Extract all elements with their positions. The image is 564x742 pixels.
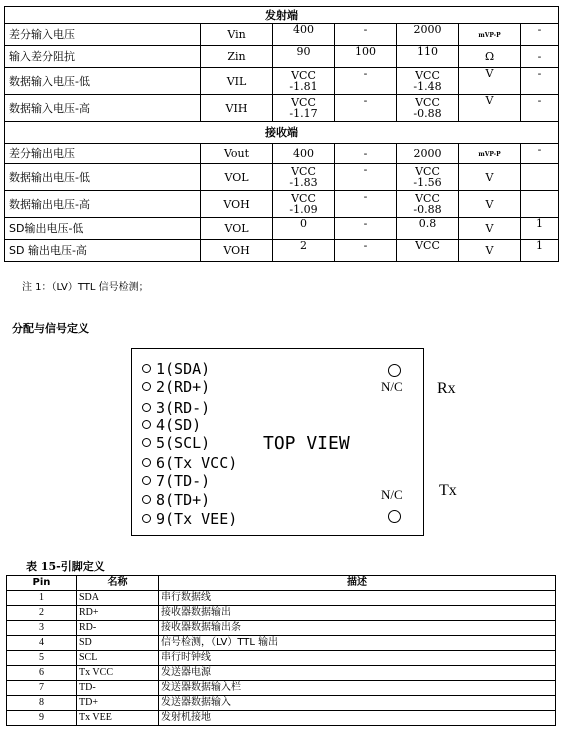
electrical-spec-table: [4, 6, 559, 262]
pin-dot-icon: [142, 514, 151, 523]
pin-number: 9: [7, 711, 77, 726]
param-min: 400: [273, 24, 335, 46]
pin-description: 发送器数据输入: [159, 696, 556, 711]
table-row: [5, 46, 559, 68]
param-name: 输入差分阻抗: [5, 46, 201, 68]
pin-label: 9(Tx VEE): [142, 511, 237, 527]
table-row: [5, 95, 559, 122]
param-typ: -: [335, 240, 397, 262]
param-typ: -: [335, 218, 397, 240]
param-note: -: [521, 68, 559, 95]
pin-description: 串行数据线: [159, 591, 556, 606]
param-min: 90: [273, 46, 335, 68]
param-max: 2000: [397, 144, 459, 164]
param-max-offset: -0.88: [413, 203, 442, 216]
param-max: VCC: [397, 240, 459, 262]
pin-number: 1: [7, 591, 77, 606]
param-symbol: VIH: [201, 95, 273, 122]
param-unit: mVP-P: [478, 32, 501, 39]
table-row: [5, 144, 559, 164]
param-symbol: VOH: [201, 240, 273, 262]
param-symbol: VOL: [201, 164, 273, 191]
param-min: VCC: [291, 96, 316, 109]
rx-label: Rx: [437, 380, 456, 397]
pin-label: 2(RD+): [142, 379, 210, 395]
param-unit: V: [459, 240, 521, 262]
pin-description: 发送器数据输入栏: [159, 681, 556, 696]
param-max-offset: -0.88: [413, 107, 442, 120]
pinout-diagram: [131, 348, 424, 536]
pin-name: TD+: [77, 696, 159, 711]
pin-label: 4(SD): [142, 417, 201, 433]
pin-description: 发射机接地: [159, 711, 556, 726]
pin-number: 6: [7, 666, 77, 681]
param-min-offset: -1.83: [289, 176, 318, 189]
pin-description: 信号检测，（LV）TTL 输出: [159, 636, 556, 651]
param-typ: 100: [335, 46, 397, 68]
table-row: [5, 218, 559, 240]
param-name: 数据输入电压-低: [5, 68, 201, 95]
pin-label: 7(TD-): [142, 473, 210, 489]
pin-dot-icon: [142, 438, 151, 447]
circle-icon: [388, 510, 401, 523]
param-min: VCC: [291, 69, 316, 82]
section-title: 接收端: [5, 122, 559, 144]
table-row: [7, 681, 556, 696]
pin-name: Tx VEE: [77, 711, 159, 726]
table-row: [7, 606, 556, 621]
param-unit: V: [459, 218, 521, 240]
param-note: [521, 164, 559, 191]
param-note: -: [521, 95, 559, 122]
param-symbol: VIL: [201, 68, 273, 95]
table-row: [5, 240, 559, 262]
param-name: 数据输出电压-低: [5, 164, 201, 191]
param-min: VCC: [291, 165, 316, 178]
pin-dot-icon: [142, 420, 151, 429]
param-max: VCC: [415, 69, 440, 82]
table-header-row: [7, 576, 556, 591]
pin-definition-table: [6, 575, 556, 726]
pin-description: 接收器数据输出: [159, 606, 556, 621]
pin-number: 2: [7, 606, 77, 621]
column-header: Pin: [7, 576, 77, 591]
table-row: [5, 68, 559, 95]
pin-number: 3: [7, 621, 77, 636]
param-max: VCC: [415, 165, 440, 178]
param-name: SD 输出电压-高: [5, 240, 201, 262]
pin-description: 接收器数据输出条: [159, 621, 556, 636]
param-name: SD输出电压-低: [5, 218, 201, 240]
param-note: -: [521, 24, 559, 46]
param-note: 1: [521, 240, 559, 262]
table-row: [7, 591, 556, 606]
param-max-offset: -1.48: [413, 80, 442, 93]
table-row: [7, 696, 556, 711]
param-name: 数据输出电压-高: [5, 191, 201, 218]
param-name: 差分输入电压: [5, 24, 201, 46]
param-typ: -: [335, 24, 397, 46]
param-min-offset: -1.81: [289, 80, 318, 93]
table-row: [7, 666, 556, 681]
section-header-row: [5, 7, 559, 24]
param-min-offset: -1.17: [289, 107, 318, 120]
pin-dot-icon: [142, 382, 151, 391]
param-max: 2000: [397, 24, 459, 46]
param-min: 0: [273, 218, 335, 240]
param-note: -: [521, 144, 559, 164]
pin-label: 8(TD+): [142, 492, 210, 508]
table-row: [5, 24, 559, 46]
param-symbol: VOH: [201, 191, 273, 218]
param-unit: V: [459, 191, 521, 218]
table-row: [7, 651, 556, 666]
pin-name: SCL: [77, 651, 159, 666]
pin-name: Tx VCC: [77, 666, 159, 681]
param-note: [521, 191, 559, 218]
param-symbol: Zin: [201, 46, 273, 68]
pin-label: 1(SDA): [142, 361, 210, 377]
param-name: 数据输入电压-高: [5, 95, 201, 122]
column-header: 描述: [159, 576, 556, 591]
param-typ: -: [335, 164, 397, 191]
table-row: [7, 636, 556, 651]
table-row: [5, 164, 559, 191]
param-name: 差分输出电压: [5, 144, 201, 164]
table-row: [7, 621, 556, 636]
param-typ: -: [335, 95, 397, 122]
pin-label: 3(RD-): [142, 400, 210, 416]
pin-number: 7: [7, 681, 77, 696]
param-min: 400: [273, 144, 335, 164]
param-max-offset: -1.56: [413, 176, 442, 189]
pin-table-caption: 表 15-引脚定义: [26, 560, 105, 573]
param-max: VCC: [415, 192, 440, 205]
param-min-offset: -1.09: [289, 203, 318, 216]
tx-label: Tx: [439, 482, 457, 499]
top-view-label: TOP VIEW: [263, 433, 350, 454]
table-row: [5, 191, 559, 218]
param-typ: -: [335, 191, 397, 218]
param-typ: -: [335, 144, 397, 164]
pin-name: RD+: [77, 606, 159, 621]
param-note: -: [521, 46, 559, 68]
circle-icon: [388, 364, 401, 377]
pin-description: 发送器电源: [159, 666, 556, 681]
table-row: [7, 711, 556, 726]
param-unit: Ω: [459, 46, 521, 68]
section-header-row: [5, 122, 559, 144]
pin-label: 6(Tx VCC): [142, 455, 237, 471]
pin-number: 4: [7, 636, 77, 651]
pin-label: 5(SCL): [142, 435, 210, 451]
param-max: 110: [397, 46, 459, 68]
nc-label: N/C: [381, 379, 403, 394]
pin-dot-icon: [142, 403, 151, 412]
param-max: VCC: [415, 96, 440, 109]
footnote: 注 1：（LV）TTL 信号检测；: [22, 282, 149, 293]
pin-dot-icon: [142, 458, 151, 467]
pin-number: 5: [7, 651, 77, 666]
param-unit: V: [459, 164, 521, 191]
param-unit: mVP-P: [478, 151, 501, 158]
pin-name: RD-: [77, 621, 159, 636]
nc-label: N/C: [381, 487, 403, 502]
pin-dot-icon: [142, 476, 151, 485]
pin-description: 串行时钟线: [159, 651, 556, 666]
pin-name: TD-: [77, 681, 159, 696]
param-symbol: VOL: [201, 218, 273, 240]
param-unit: V: [459, 95, 521, 122]
pin-name: SDA: [77, 591, 159, 606]
param-min: VCC: [291, 192, 316, 205]
pin-name: SD: [77, 636, 159, 651]
param-symbol: Vout: [201, 144, 273, 164]
param-note: 1: [521, 218, 559, 240]
param-symbol: Vin: [201, 24, 273, 46]
param-min: 2: [273, 240, 335, 262]
pin-dot-icon: [142, 364, 151, 373]
pin-dot-icon: [142, 495, 151, 504]
param-unit: V: [459, 68, 521, 95]
param-typ: -: [335, 68, 397, 95]
section-heading: 分配与信号定义: [12, 322, 89, 335]
section-title: 发射端: [5, 7, 559, 24]
pin-number: 8: [7, 696, 77, 711]
param-max: 0.8: [397, 218, 459, 240]
column-header: 名称: [77, 576, 159, 591]
